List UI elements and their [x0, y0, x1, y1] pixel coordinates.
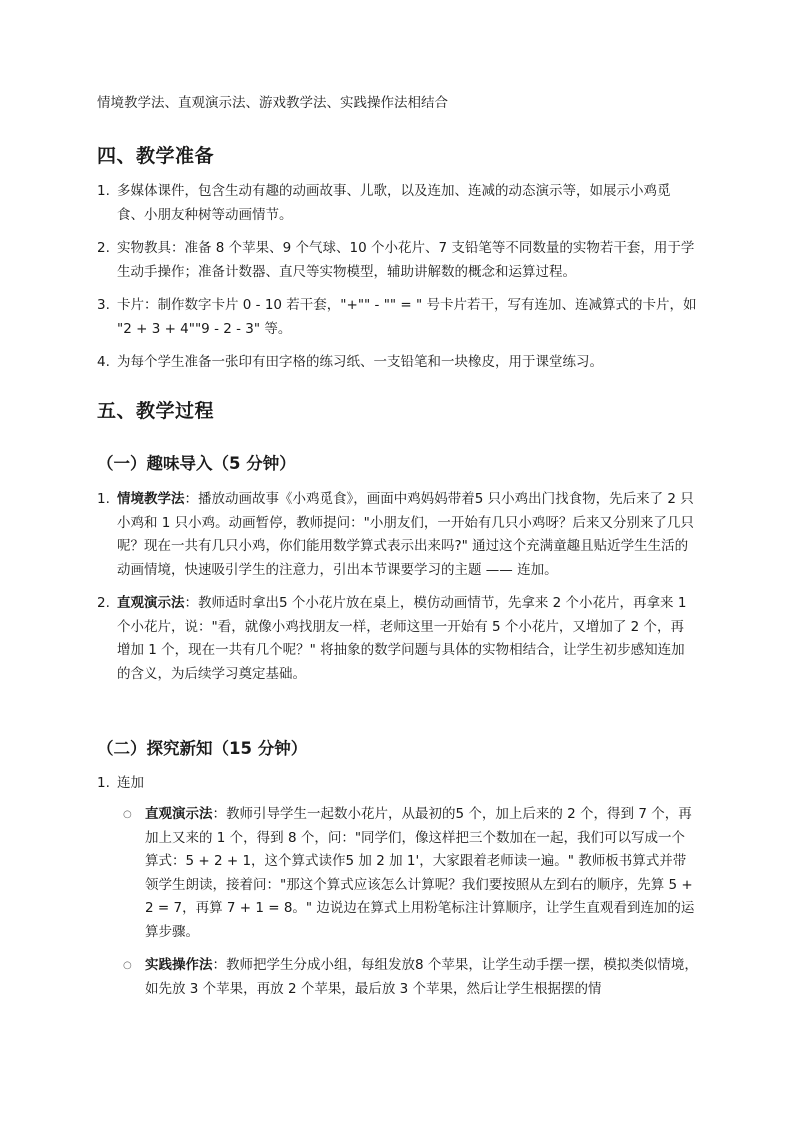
list-item [97, 180, 697, 227]
list-item-text: 实物教具：准备 8 个苹果、9 个气球、10 个小花片、7 支铅笔等不同数量的实物若干套，用于学生动手操作；准备计数器、直尺等实物模型，辅助讲解数的概念和运算过程。 [117, 240, 695, 280]
list-item [97, 488, 697, 582]
list-item-text: 连加 [117, 775, 144, 791]
bullet-circle-icon: ○ [123, 809, 132, 820]
method-label: 实践操作法 [145, 957, 213, 973]
section-heading-preparation: 四、教学准备 [97, 145, 215, 167]
list-number: 2. [97, 595, 110, 611]
method-label: 直观演示法 [145, 806, 213, 822]
intro-activity-list [97, 488, 697, 696]
subsection-heading-intro: （一）趣味导入（5 分钟） [97, 454, 296, 473]
teaching-methods-text: 情境教学法、直观演示法、游戏教学法、实践操作法相结合 [97, 95, 448, 111]
list-item [123, 954, 698, 1001]
list-item-text: 卡片：制作数字卡片 0 - 10 若干套，"+"" - "" = " 号卡片若干，写有连加、连减算式的卡片，如 "2 + 3 + 4""9 - 2 - 3" 等。 [117, 297, 697, 337]
method-label: 情境教学法 [117, 491, 185, 507]
explore-list [97, 772, 697, 806]
method-label: 直观演示法 [117, 595, 185, 611]
list-item-text: ：教师把学生分成小组，每组发放8 个苹果，让学生动手摆一摆，模拟类似情境，如先放 3 个苹果，再放 2 个苹果，最后放 3 个苹果，然后让学生根据摆的情 [145, 957, 698, 997]
list-item-text: 为每个学生准备一张印有田字格的练习纸、一支铅笔和一块橡皮，用于课堂练习。 [117, 354, 603, 370]
list-item-text: ：教师适时拿出5 个小花片放在桌上，模仿动画情节，先拿来 2 个小花片，再拿来 1 个小花片，说："看，就像小鸡找朋友一样，老师这里一开始有 5 个小花片，又增加了 2 个，再增加 1 个，现在一共有几个呢？" 将抽象的数学问题与具体的实物相结合，让学生初步感知连加的含义，为后续学习奠定基础。 [117, 595, 687, 682]
list-item [97, 351, 697, 375]
list-item [123, 803, 698, 944]
list-item [97, 237, 697, 284]
subsection-heading-explore: （二）探究新知（15 分钟） [97, 739, 308, 758]
list-item-text: 多媒体课件，包含生动有趣的动画故事、儿歌，以及连加、连减的动态演示等，如展示小鸡觅食、小朋友种树等动画情节。 [117, 183, 671, 223]
list-number: 2. [97, 240, 110, 256]
bullet-circle-icon: ○ [123, 960, 132, 971]
preparation-list [97, 180, 697, 385]
list-item [97, 592, 697, 686]
list-item-text: ：播放动画故事《小鸡觅食》，画面中鸡妈妈带着5 只小鸡出门找食物，先后来了 2 只小鸡和 1 只小鸡。动画暂停，教师提问："小朋友们，一开始有几只小鸡呀？后来又分别来了几只呢？现在一共有几只小鸡，你们能用数学算式表示出来吗?" 通过这个充满童趣且贴近学生生活的动画情境，快速吸引学生的注意力，引出本节课要学习的主题 —— 连加。 [117, 491, 694, 578]
explore-sub-list [123, 803, 698, 1011]
list-number: 1. [97, 183, 110, 199]
list-item-text: ：教师引导学生一起数小花片，从最初的5 个，加上后来的 2 个，得到 7 个，再加上又来的 1 个，得到 8 个，问："同学们，像这样把三个数加在一起，我们可以写成一个算式：5 + 2 + 1，这个算式读作5 加 2 加 1'，大家跟着老师读一遍。" 教师板书算式并带领学生朗读，接着问："那这个算式应该怎么计算呢？我们要按照从左到右的顺序，先算 5 + 2 = 7，再算 7 + 1 = 8。" 边说边在算式上用粉笔标注计算顺序，让学生直观看到连加的运算步骤。 [145, 806, 695, 940]
list-number: 4. [97, 354, 110, 370]
list-number: 3. [97, 297, 110, 313]
list-number: 1. [97, 491, 110, 507]
list-item [97, 294, 697, 341]
list-item [97, 772, 697, 796]
section-heading-process: 五、教学过程 [97, 400, 215, 422]
list-number: 1. [97, 775, 110, 791]
